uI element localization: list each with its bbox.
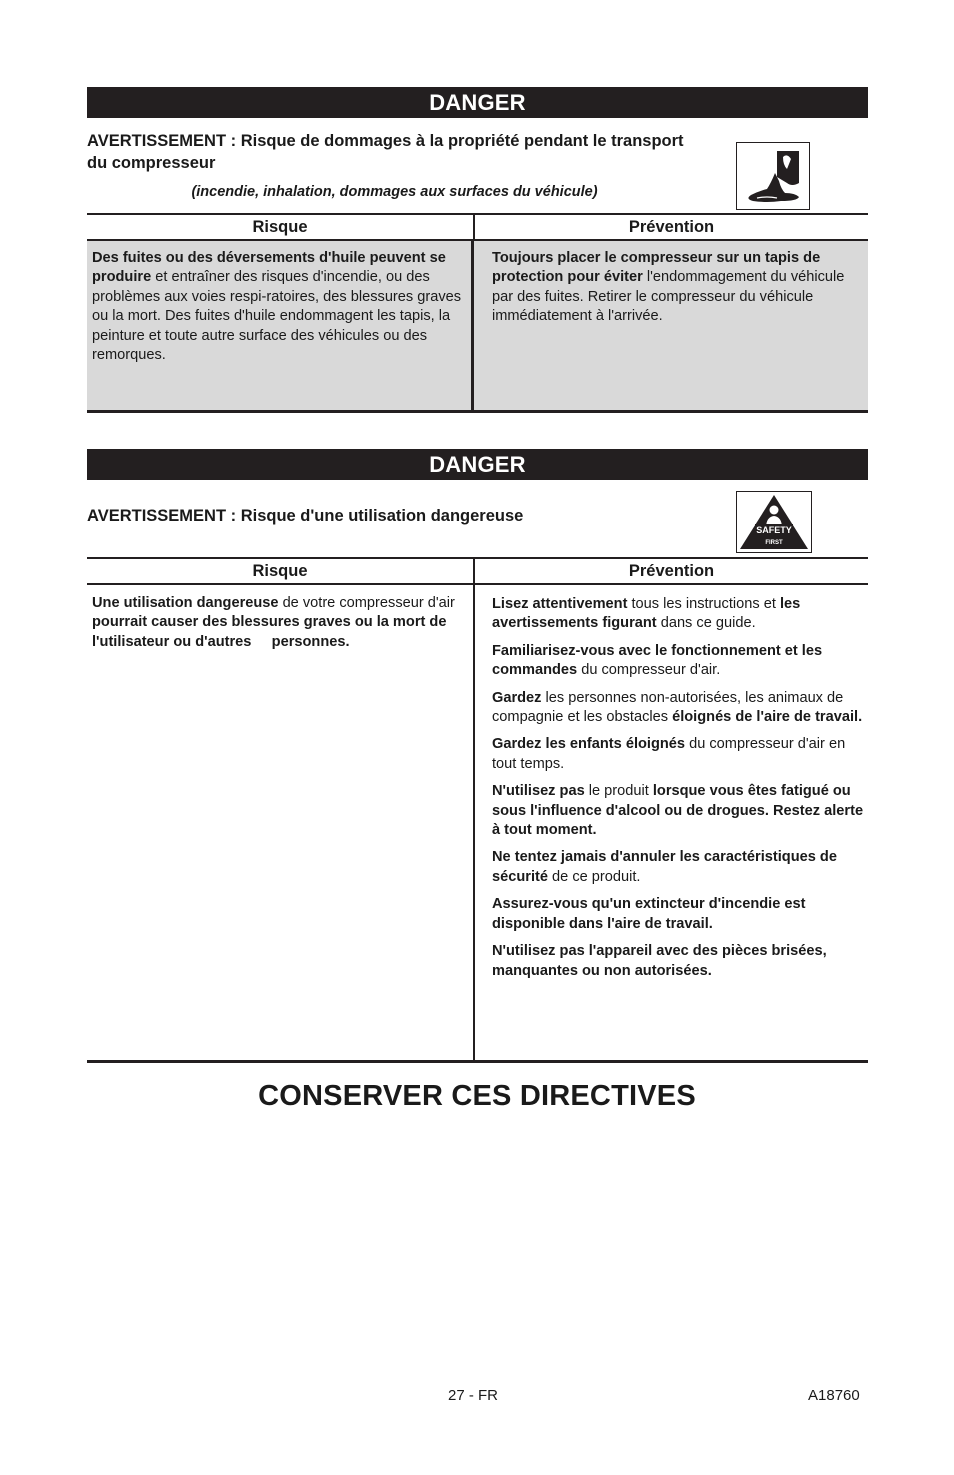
prevention-bold-text: Lisez attentivement [492, 596, 628, 612]
column-header-risk: Risque [87, 215, 475, 239]
table-body [87, 585, 868, 1063]
prevention-text: les personnes non-autorisées, les animaux de compagnie et les obstacles [492, 689, 844, 726]
danger-section-usage [87, 449, 868, 1064]
prevention-list [492, 595, 868, 989]
prevention-bold-text: éloignés de l'aire de travail. [672, 709, 863, 726]
closing-title: CONSERVER CES DIRECTIVES [258, 1080, 696, 1112]
column-header-prevention: Prévention [628, 218, 715, 236]
prevention-bold-text: Familiarisez-vous avec le fonctionnement et les commandes [492, 642, 823, 679]
column-header-prevention: Prévention [628, 562, 715, 580]
risk-cell [92, 249, 462, 365]
prevention-text: de ce produit. [547, 868, 641, 885]
warning-title: AVERTISSEMENT : Risque de dommages à la propriété pendant le transport du compresseur [87, 132, 684, 172]
column-divider [473, 585, 475, 1060]
prevention-text: du compresseur d'air. [577, 662, 721, 679]
danger-banner: DANGER [87, 449, 868, 480]
prevention-bold-text: les avertissements figurant [492, 596, 801, 632]
prevention-bold-text: Ne tentez jamais d'annuler les caractéristiques de sécurité [492, 849, 837, 885]
prevention-item [492, 782, 868, 840]
prevention-text: le produit [584, 783, 653, 800]
prevention-bold-text: N'utilisez pas [492, 783, 585, 800]
danger-section-transport [87, 87, 868, 417]
oil-spill-icon [736, 142, 810, 210]
warning-subtitle: (incendie, inhalation, dommages aux surfaces du véhicule) [191, 184, 598, 200]
column-divider [471, 241, 474, 410]
prevention-text: l'endommagement du véhicule par des fuites. Retirer le compresseur du véhicule immédiatement à l'arrivée. [492, 269, 845, 325]
prevention-item [492, 595, 868, 634]
risk-bold-text: Des fuites ou des déversements d'huile peuvent se produire [92, 250, 446, 286]
prevention-item [492, 895, 868, 934]
table-header [87, 213, 868, 241]
table-body [87, 241, 868, 413]
page-number: 27 - FR [448, 1387, 499, 1404]
prevention-text: dans ce guide. [656, 615, 756, 632]
first-icon-label: FIRST [765, 540, 783, 546]
prevention-text: du compresseur d'air en tout temps. [492, 736, 846, 772]
prevention-bold-text: Assurez-vous qu'un extincteur d'incendie est disponible dans l'aire de travail. [492, 896, 806, 932]
prevention-bold-text: Gardez [492, 689, 542, 706]
prevention-item [492, 689, 868, 728]
prevention-cell [492, 249, 868, 327]
risk-cell [92, 594, 464, 652]
risk-text: de votre compresseur d'air [278, 595, 455, 611]
warning-title: AVERTISSEMENT : Risque d'une utilisation dangereuse [87, 507, 524, 525]
table-header [87, 557, 868, 585]
prevention-text: tous les instructions et [627, 596, 780, 612]
safety-first-icon [736, 491, 812, 553]
prevention-bold-text: Toujours placer le compresseur sur un tapis de protection pour éviter [492, 250, 821, 286]
safety-icon-label: SAFETY [756, 525, 792, 535]
prevention-item [492, 642, 868, 681]
risk-bold-text: Une utilisation dangereuse [92, 595, 279, 611]
prevention-bold-text: Gardez les enfants éloignés [492, 736, 686, 753]
document-code: A18760 [808, 1387, 860, 1404]
prevention-item [492, 942, 868, 981]
column-header-risk: Risque [87, 559, 475, 583]
risk-bold-text-2: pourrait causer des blessures graves ou la mort de l'utilisateur ou d'autres personnes. [92, 614, 447, 650]
danger-banner: DANGER [87, 87, 868, 118]
prevention-item [492, 735, 868, 774]
prevention-bold-text: N'utilisez pas l'appareil avec des pièces brisées, manquantes ou non autorisées. [492, 943, 827, 979]
prevention-item [492, 848, 868, 887]
prevention-bold-text: lorsque vous êtes fatigué ou sous l'influence d'alcool ou de drogues. Restez alerte à tout moment. [492, 783, 864, 839]
risk-text: et entraîner des risques d'incendie, ou des problèmes aux voies respi-ratoires, des blessures graves ou la mort. Des fuites d'huile endommagent les tapis, la peinture et toute autre surface des véhicules ou des remorques. [92, 269, 462, 364]
